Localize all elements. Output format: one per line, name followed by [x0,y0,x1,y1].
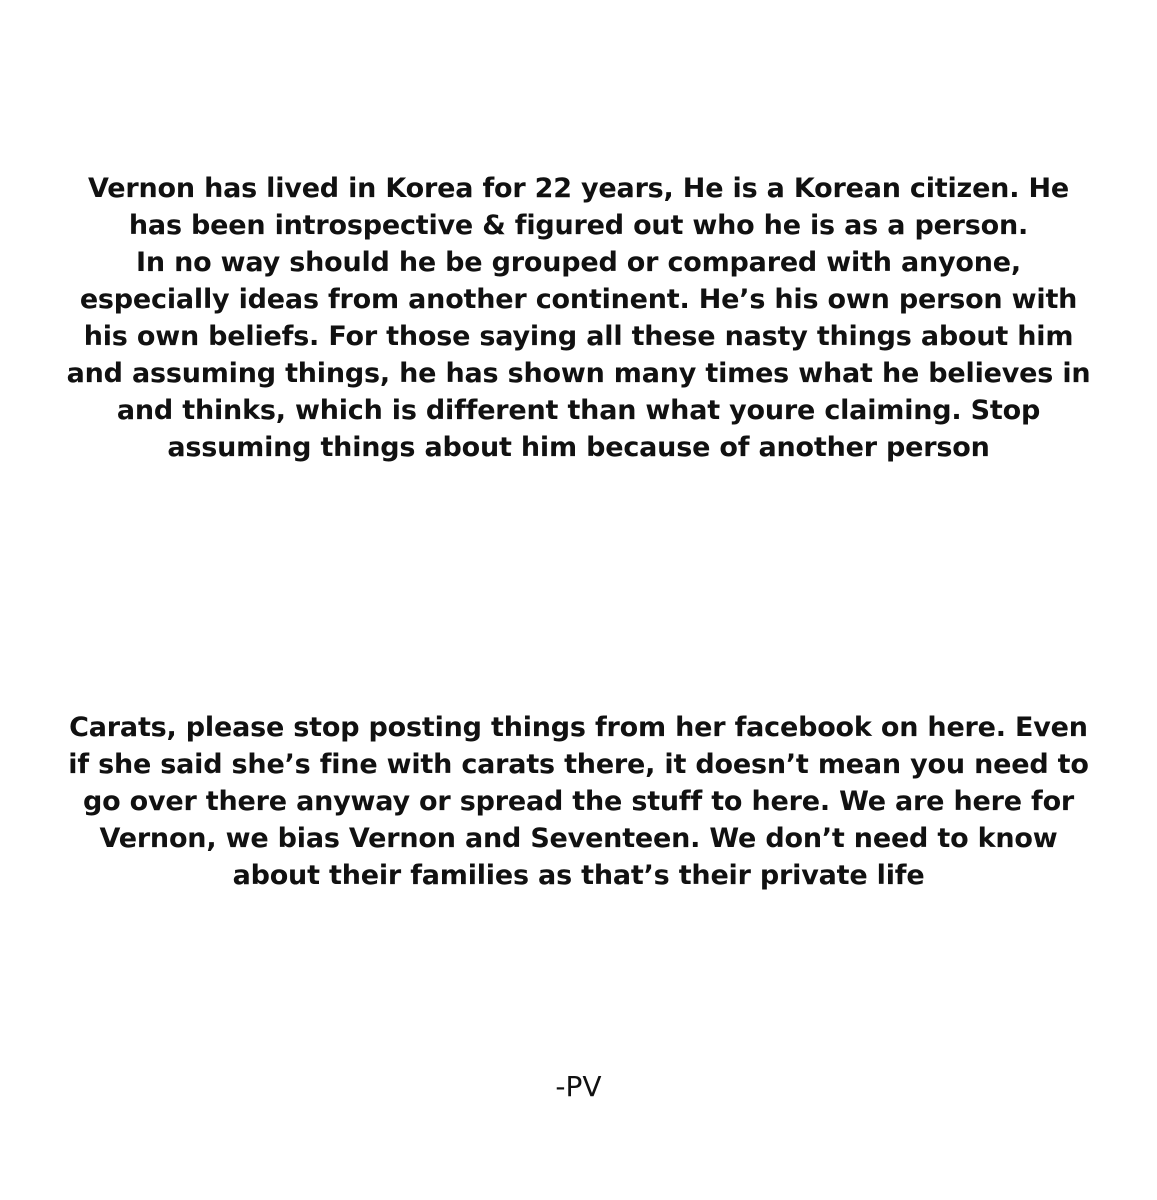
paragraph-carats-request: Carats, please stop posting things from her facebook on here. Even if she said she’s fine with carats there, it doesn’t mean you need to go over there anyway or spread the stuff to here. We are here for Vernon, we bias Vernon and Seventeen. We don’t need to know about their families as that’s their private life [68,712,1089,891]
signature: -PV [555,1070,602,1103]
paragraph-citizenship: Vernon has lived in Korea for 22 years, He is a Korean citizen. He has been introspective & figured out who he is as a person. [88,173,1069,241]
paragraph-own-person: In no way should he be grouped or compared with anyone, especially ideas from another continent. He’s his own person with his own beliefs. For those saying all these nasty things about him and assuming things, he has shown many times what he believes in and thinks, which is different than what youre claiming. Stop assuming things about him because of another person [66,247,1091,463]
statement-section-carats [60,709,1097,894]
statement-section-vernon [60,170,1097,466]
